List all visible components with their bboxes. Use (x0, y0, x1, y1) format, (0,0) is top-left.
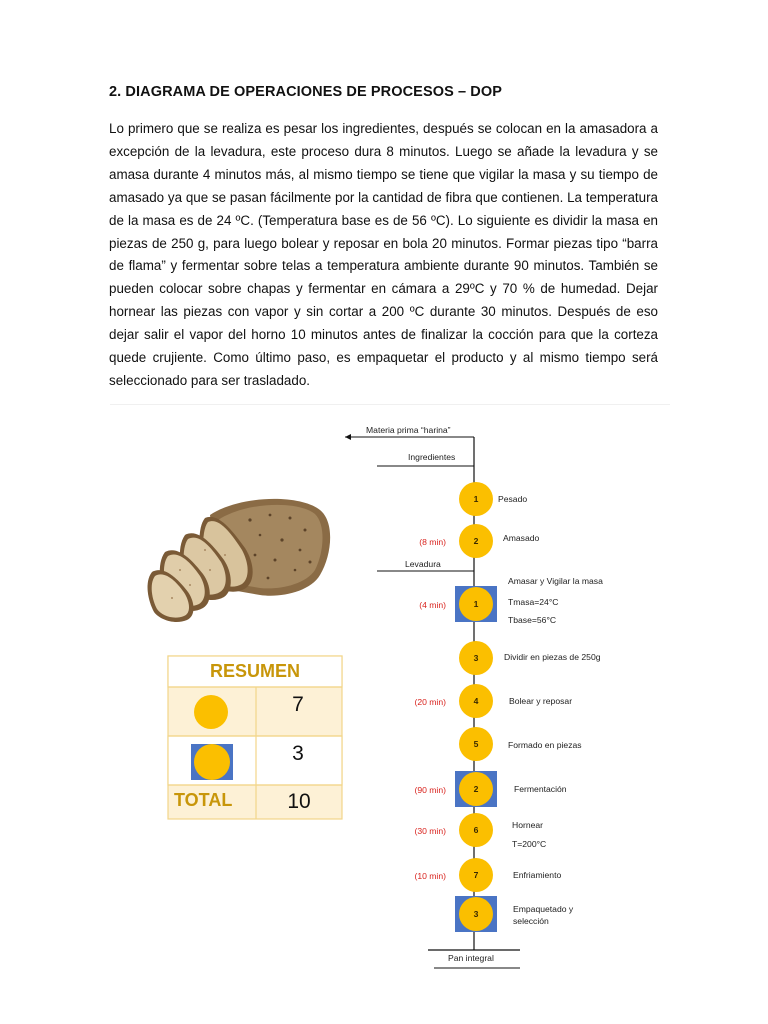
body-paragraph: Lo primero que se realiza es pesar los ingredientes, después se colocan en la amasadora a excepción de la levadura, este proceso dura 8 minutos. Luego se añade la levadura y se amasa durante 4 minutos más, al mismo tiempo se tiene que vigilar la masa y su tiempo de amasado ya que se pasan fácilmente por la cantidad de fibra que contienen. La temperatura de la masa es de 24 ºC. (Temperatura base es de 56 ºC). Lo siguiente es dividir la masa en piezas de 250 g, para luego bolear y reposar en bola 20 minutos. Formar piezas tipo “barra de flama” y fermentar sobre telas a temperatura ambiente durante 90 minutos. También se pueden colocar sobre chapas y fermentar en cámara a 29ºC y 70 % de humedad. Dejar hornear las piezas con vapor y sin cortar a 200 ºC durante 30 minutos. Después de eso dejar salir el vapor del horno 10 minutos antes de finalizar la cocción para que la corteza quede crujiente. Como último paso, es empaquetar el producto y al mismo tiempo será seleccionado para ser trasladado. (109, 121, 658, 388)
process-step-1 (459, 482, 527, 516)
output-label: Pan integral (448, 953, 494, 963)
svg-text:Ingredientes: Ingredientes (408, 452, 456, 462)
process-step-6 (459, 727, 582, 761)
step-number: 1 (473, 494, 479, 504)
step-duration: (10 min) (414, 871, 446, 881)
step-label: Hornear (512, 820, 544, 830)
input-yeast (377, 559, 474, 571)
step-number: 3 (473, 653, 479, 663)
summary-operation-count: 7 (292, 693, 304, 716)
summary-total-label: TOTAL (174, 790, 233, 810)
process-step-7 (414, 771, 566, 807)
summary-table (168, 656, 342, 819)
step-label: Tbase=56°C (508, 615, 557, 625)
step-number: 3 (473, 909, 479, 919)
operation-symbol-icon (194, 695, 228, 729)
process-step-10 (455, 896, 574, 932)
summary-total-count: 10 (287, 790, 311, 813)
step-label: Tmasa=24°C (508, 597, 559, 607)
step-number: 7 (473, 870, 479, 880)
process-step-2 (419, 524, 539, 558)
process-step-3 (419, 576, 603, 625)
step-number: 2 (473, 536, 479, 546)
step-number: 2 (473, 784, 479, 794)
step-number: 6 (473, 825, 479, 835)
step-label: Pesado (498, 494, 528, 504)
step-label: Enfriamiento (513, 870, 562, 880)
output-node (428, 950, 520, 968)
process-step-9 (414, 858, 561, 892)
summary-combined-count: 3 (292, 742, 304, 765)
step-label: Empaquetado y (513, 904, 574, 914)
step-number: 5 (473, 739, 479, 749)
svg-text:Materia prima “harina”: Materia prima “harina” (366, 425, 451, 435)
bread-image (148, 499, 331, 622)
process-step-4 (459, 641, 601, 675)
section-heading: 2. DIAGRAMA DE OPERACIONES DE PROCESOS – DOP (109, 84, 503, 100)
input-raw-material (345, 425, 474, 440)
step-duration: (4 min) (419, 600, 446, 610)
step-duration: (30 min) (414, 826, 446, 836)
process-steps (414, 482, 603, 932)
step-duration: (8 min) (419, 537, 446, 547)
step-number: 1 (473, 599, 479, 609)
process-step-8 (414, 813, 546, 849)
step-duration: (90 min) (414, 785, 446, 795)
step-label: Fermentación (514, 784, 567, 794)
summary-title: RESUMEN (209, 661, 301, 681)
input-ingredients (377, 452, 474, 466)
step-label: Bolear y reposar (509, 696, 573, 706)
step-label: Amasado (503, 533, 540, 543)
step-label: Amasar y Vigilar la masa (508, 576, 603, 586)
step-number: 4 (473, 696, 479, 706)
step-label: T=200°C (512, 839, 547, 849)
process-step-5 (414, 684, 572, 718)
step-label: Formado en piezas (508, 740, 582, 750)
step-label: selección (513, 916, 549, 926)
step-label: Dividir en piezas de 250g (504, 652, 601, 662)
svg-text:Levadura: Levadura (405, 559, 441, 569)
step-duration: (20 min) (414, 697, 446, 707)
